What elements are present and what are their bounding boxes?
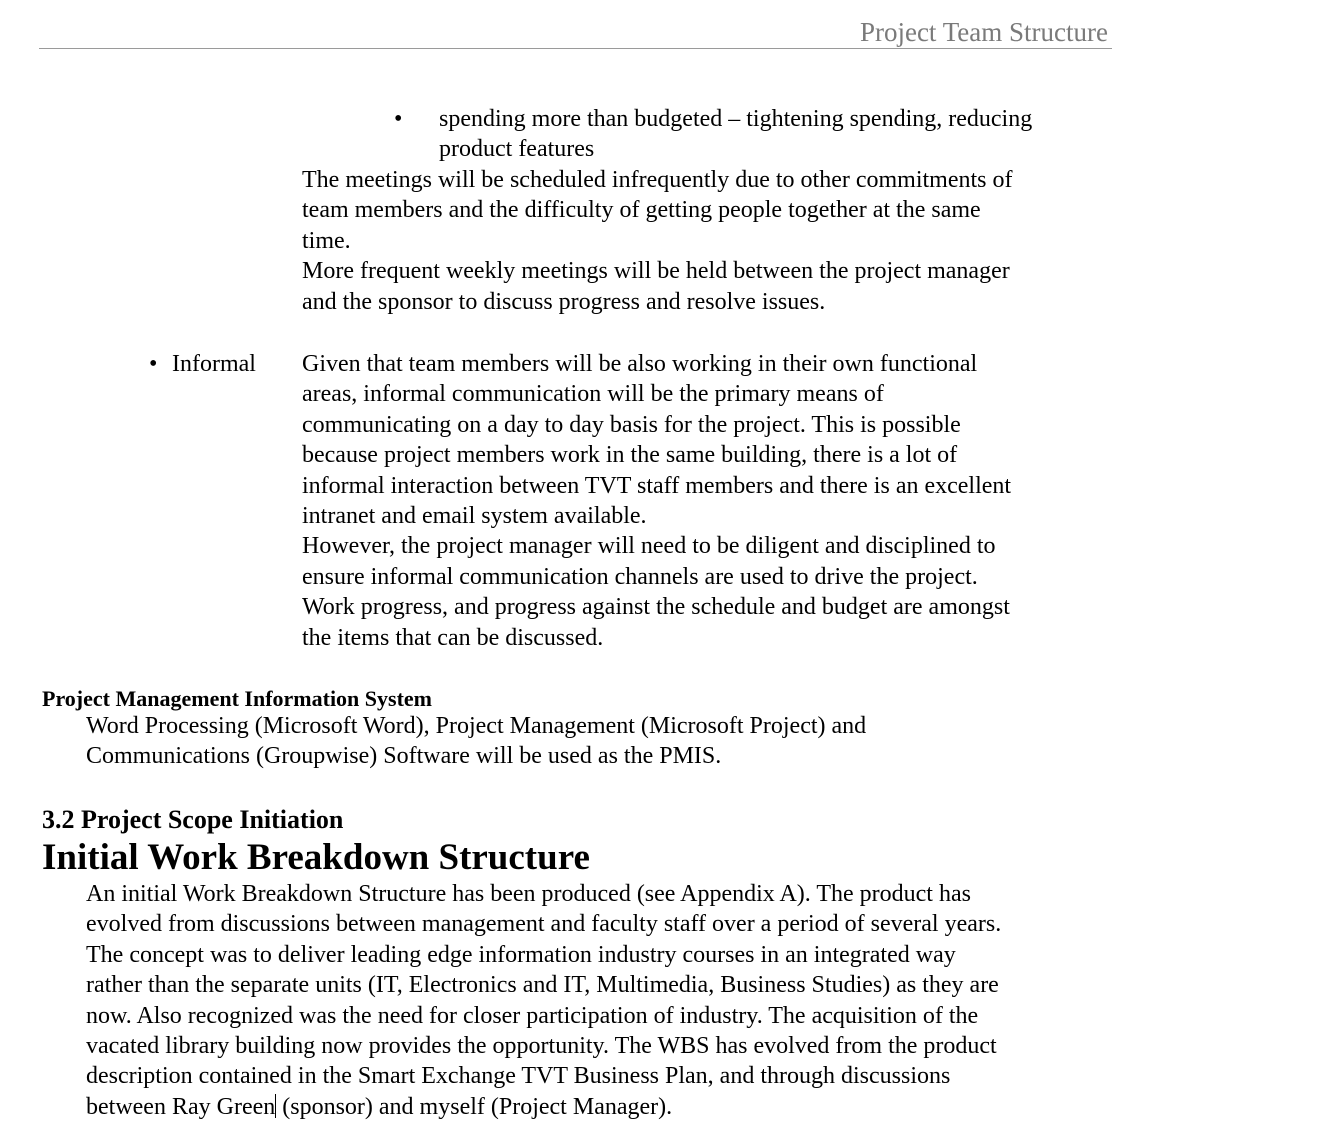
page-header-title: Project Team Structure	[859, 17, 1108, 47]
text-line: product features	[439, 136, 595, 163]
pmis-paragraph	[86, 711, 866, 772]
meetings-paragraph	[302, 165, 1012, 317]
text-line: the items that can be discussed.	[302, 624, 604, 651]
text-line: Given that team members will be also working in their own functional	[302, 351, 978, 377]
text-after-cursor: (sponsor) and myself (Project Manager).	[276, 1093, 673, 1120]
text-line: time.	[302, 227, 351, 254]
text-line: informal interaction between TVT staff members and there is an excellent	[302, 472, 1012, 499]
sub-bullet-text	[439, 104, 1032, 165]
text-before-cursor: between Ray Green	[86, 1093, 276, 1120]
text-line-with-cursor	[86, 1092, 1001, 1122]
text-line: Communications (Groupwise) Software will be used as the PMIS.	[86, 743, 722, 770]
bullet-marker: •	[149, 351, 158, 377]
text-line: Word Processing (Microsoft Word), Project Management (Microsoft Project) and	[86, 713, 867, 739]
text-line: because project members work in the same building, there is a lot of	[302, 442, 958, 469]
text-line: The meetings will be scheduled infrequently due to other commitments of	[302, 167, 1013, 193]
wbs-paragraph[interactable]	[86, 879, 1001, 1122]
bullet-marker: •	[394, 106, 403, 132]
wbs-heading: Initial Work Breakdown Structure	[42, 837, 590, 878]
text-line: However, the project manager will need to be diligent and disciplined to	[302, 533, 996, 560]
section-heading: 3.2 Project Scope Initiation	[42, 805, 344, 834]
text-line: spending more than budgeted – tightening spending, reducing	[439, 106, 1033, 132]
text-line: now. Also recognized was the need for closer participation of industry. The acquisition of the	[86, 1002, 979, 1029]
text-line: communicating on a day to day basis for the project. This is possible	[302, 411, 961, 438]
text-line: evolved from discussions between management and faculty staff over a period of several years.	[86, 911, 1002, 938]
text-line: More frequent weekly meetings will be held between the project manager	[302, 258, 1010, 285]
informal-label: Informal	[172, 351, 256, 377]
text-line: team members and the difficulty of getting people together at the same	[302, 197, 981, 224]
text-line: and the sponsor to discuss progress and resolve issues.	[302, 288, 826, 315]
text-line: intranet and email system available.	[302, 503, 647, 530]
text-line: ensure informal communication channels are used to drive the project.	[302, 563, 978, 590]
pmis-heading: Project Management Information System	[42, 686, 433, 711]
text-line: Work progress, and progress against the schedule and budget are amongst	[302, 594, 1010, 621]
informal-paragraph	[302, 349, 1011, 653]
text-line: The concept was to deliver leading edge information industry courses in an integrated way	[86, 941, 956, 968]
text-line: description contained in the Smart Exchange TVT Business Plan, and through discussions	[86, 1063, 951, 1090]
header-divider	[39, 48, 1112, 49]
text-line: rather than the separate units (IT, Electronics and IT, Multimedia, Business Studies) as they are	[86, 972, 999, 999]
text-line: vacated library building now provides the opportunity. The WBS has evolved from the product	[86, 1033, 997, 1060]
text-line: areas, informal communication will be the primary means of	[302, 381, 884, 408]
text-line: An initial Work Breakdown Structure has been produced (see Appendix A). The product has	[86, 881, 971, 907]
